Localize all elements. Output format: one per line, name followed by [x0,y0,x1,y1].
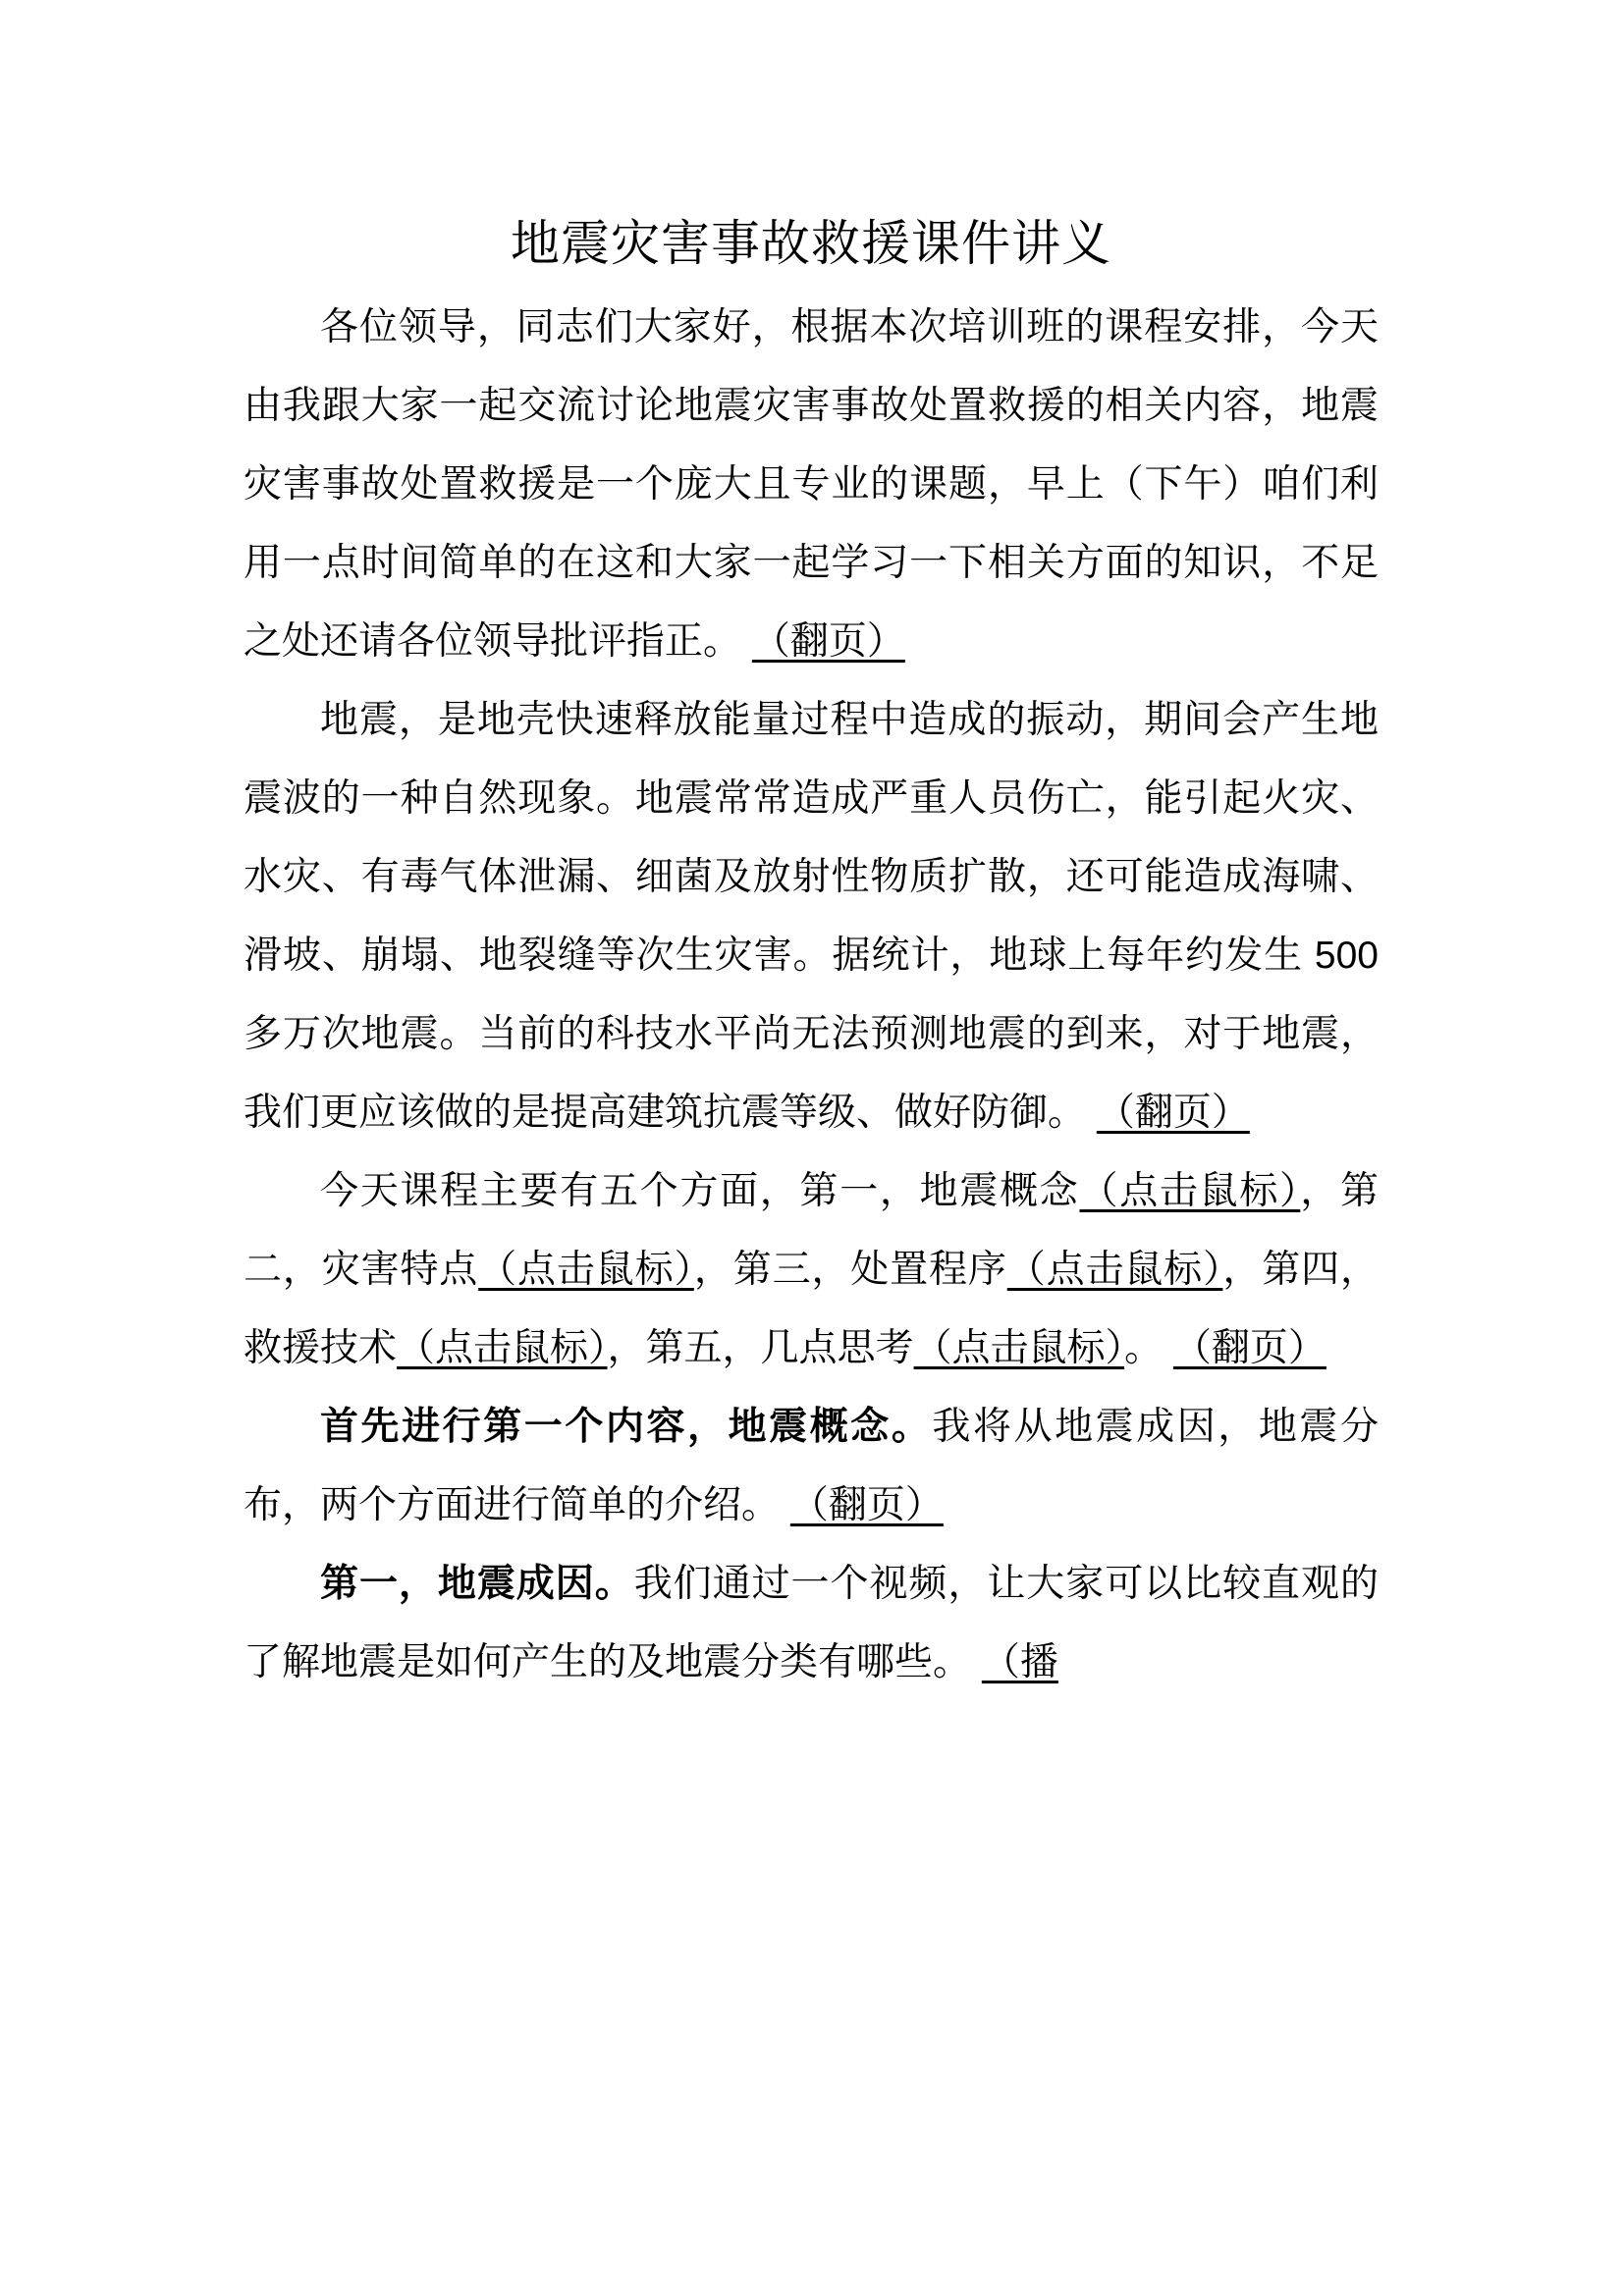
paragraph-course-outline [244,1152,1379,1388]
cue-marker: （播 [981,1641,1058,1683]
paragraph-earthquake-definition [244,681,1379,1152]
text-run: ，第四，救援技术 [244,1249,1379,1369]
paragraph-greeting [244,289,1379,681]
text-run: 今天课程主要有五个方面，第一，地震概念 [320,1170,1080,1212]
text-run: 我将从地震成因，地震分布，两个方面进行简单的介绍。 [244,1406,1379,1526]
cue-marker: （点击鼠标） [397,1327,608,1369]
document-body [244,289,1379,1702]
cue-marker: （点击鼠标） [913,1327,1125,1369]
cue-marker: （翻页） [789,1484,944,1526]
paragraph-cause-of-earthquake [244,1545,1379,1702]
text-run: 地震，是地壳快速释放能量过程中造成的振动，期间会产生地震波的一种自然现象。地震常常造成严重人员伤亡，能引起火灾、水灾、有毒气体泄漏、细菌及放射性物质扩散，还可能造成海啸、滑坡、崩塌、地裂缝等次生灾害。据统计，地球上每年约发生 500 多万次地震。当前的科技水平尚无法预测地震的到来，对于地震，我们更应该做的是提高建筑抗震等级、做好防御。 [244,699,1379,1134]
document-content [244,204,1379,1702]
cue-marker: （点击鼠标） [1006,1249,1223,1291]
cue-marker: （翻页） [1096,1092,1250,1134]
text-run: 各位领导，同志们大家好，根据本次培训班的课程安排，今天由我跟大家一起交流讨论地震灾害事故处置救援的相关内容，地震灾害事故处置救援是一个庞大且专业的课题，早上（下午）咱们利用一点时间简单的在这和大家一起学习一下相关方面的知识，不足之处还请各位领导批评指正。 [244,306,1379,663]
text-run: ，第三，处置程序 [693,1249,1007,1291]
page-title: 地震灾害事故救援课件讲义 [511,216,1111,271]
cue-marker: （点击鼠标） [1079,1170,1301,1212]
paragraph-section-one-intro [244,1388,1379,1545]
cue-marker: （点击鼠标） [478,1249,694,1291]
text-run: 我们通过一个视频，让大家可以比较直观的了解地震是如何产生的及地震分类有哪些。 [244,1563,1379,1683]
text-run: ，第五，几点思考 [607,1327,914,1369]
text-run: ，第二，灾害特点 [244,1170,1379,1291]
emphasis-heading: 首先进行第一个内容，地震概念。 [320,1406,933,1448]
cue-marker: （翻页） [1172,1327,1326,1369]
text-run: 。 [1124,1327,1173,1369]
emphasis-heading: 第一，地震成因。 [320,1563,634,1605]
cue-marker: （翻页） [751,620,905,663]
